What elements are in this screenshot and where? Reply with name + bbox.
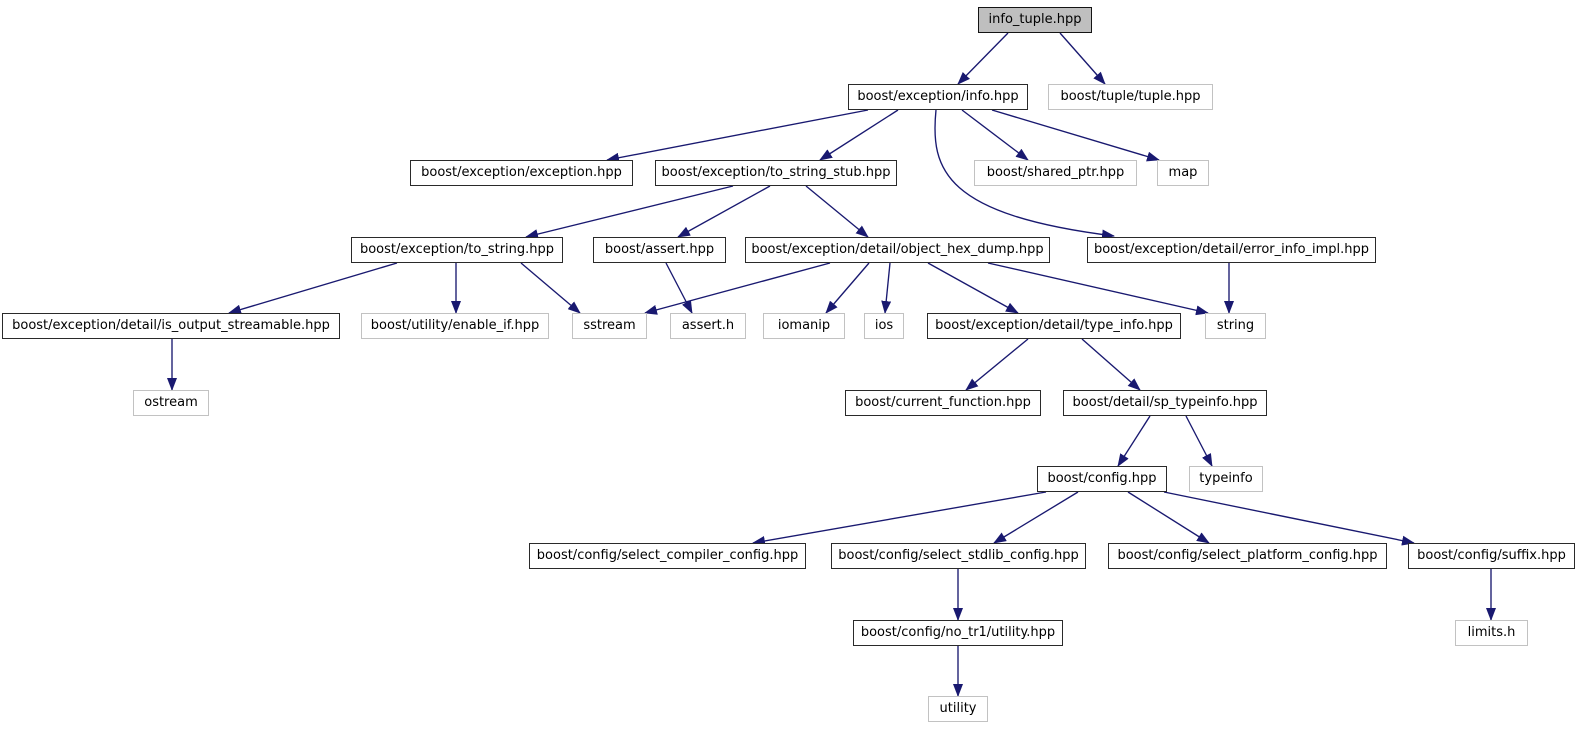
node-iomanip: [763, 313, 845, 339]
node-sp-typeinfo[interactable]: [1063, 390, 1267, 416]
node-label: string: [1216, 318, 1255, 333]
node-label: boost/exception/to_string.hpp: [359, 242, 555, 257]
edge-assert-hpp-to-assert-h: [666, 263, 692, 313]
node-label: boost/exception/to_string_stub.hpp: [661, 165, 891, 180]
node-tuple: [1048, 84, 1213, 110]
edge-config-to-select-compiler: [753, 492, 1046, 543]
edge-to-string-stub-to-to-string: [526, 186, 733, 237]
node-exception[interactable]: [410, 160, 633, 186]
node-label: boost/config/select_compiler_config.hpp: [536, 548, 799, 563]
node-is-output-streamable[interactable]: [2, 313, 340, 339]
edge-root-to-info: [958, 33, 1008, 84]
node-map: [1157, 160, 1209, 186]
edge-root-to-tuple: [1060, 33, 1105, 84]
node-label: utility: [939, 701, 977, 716]
node-string: [1205, 313, 1266, 339]
node-label: boost/current_function.hpp: [855, 395, 1031, 410]
node-to-string[interactable]: [351, 237, 563, 263]
node-label: boost/exception/detail/is_output_streamable.hpp: [12, 318, 330, 333]
node-label: ios: [874, 318, 894, 333]
node-select-stdlib[interactable]: [831, 543, 1086, 569]
node-object-hex-dump[interactable]: [745, 237, 1050, 263]
node-error-info-impl[interactable]: [1087, 237, 1376, 263]
node-assert-h: [670, 313, 746, 339]
edge-info-to-exception: [607, 110, 868, 160]
node-current-function[interactable]: [845, 390, 1041, 416]
node-label: boost/exception/exception.hpp: [421, 165, 622, 180]
node-label: ostream: [144, 395, 198, 410]
node-label: boost/shared_ptr.hpp: [986, 165, 1125, 180]
edge-to-string-stub-to-assert-hpp: [678, 186, 770, 237]
node-label: boost/exception/detail/type_info.hpp: [935, 318, 1173, 333]
node-label: limits.h: [1467, 625, 1516, 640]
node-limits-h: [1455, 620, 1528, 646]
edge-sp-typeinfo-to-typeinfo: [1186, 416, 1212, 466]
node-label: boost/exception/info.hpp: [857, 89, 1019, 104]
edge-sp-typeinfo-to-config: [1118, 416, 1150, 466]
node-label: boost/config/select_platform_config.hpp: [1117, 548, 1378, 563]
node-no-tr1-utility[interactable]: [853, 620, 1063, 646]
node-type-info[interactable]: [927, 313, 1181, 339]
node-enable-if: [361, 313, 549, 339]
node-label: typeinfo: [1199, 471, 1253, 486]
edge-to-string-to-is-output-streamable: [229, 263, 397, 313]
edge-object-hex-dump-to-string: [988, 263, 1208, 313]
edge-object-hex-dump-to-sstream: [645, 263, 830, 313]
edge-config-to-select-platform: [1128, 492, 1209, 543]
edge-object-hex-dump-to-iomanip: [826, 263, 869, 313]
edge-type-info-to-sp-typeinfo: [1082, 339, 1140, 390]
node-to-string-stub[interactable]: [655, 160, 897, 186]
node-label: boost/config/no_tr1/utility.hpp: [860, 625, 1056, 640]
node-label: boost/utility/enable_if.hpp: [370, 318, 540, 333]
edge-config-to-suffix: [1164, 492, 1414, 543]
edge-config-to-select-stdlib: [994, 492, 1078, 543]
node-shared-ptr: [974, 160, 1137, 186]
node-typeinfo: [1189, 466, 1263, 492]
node-label: info_tuple.hpp: [988, 12, 1082, 27]
node-ostream: [133, 390, 209, 416]
node-label: boost/tuple/tuple.hpp: [1060, 89, 1201, 104]
edge-to-string-to-sstream: [521, 263, 580, 313]
edge-to-string-stub-to-object-hex-dump: [806, 186, 868, 237]
node-label: boost/exception/detail/error_info_impl.hpp: [1093, 242, 1370, 257]
node-select-compiler[interactable]: [529, 543, 806, 569]
node-utility: [928, 696, 988, 722]
node-root: [978, 7, 1092, 33]
edge-object-hex-dump-to-type-info: [928, 263, 1018, 313]
node-label: boost/exception/detail/object_hex_dump.hpp: [751, 242, 1044, 257]
node-label: boost/assert.hpp: [604, 242, 715, 257]
node-label: boost/config/suffix.hpp: [1417, 548, 1566, 563]
edge-type-info-to-current-function: [966, 339, 1028, 390]
node-suffix[interactable]: [1408, 543, 1575, 569]
node-config[interactable]: [1037, 466, 1167, 492]
node-label: sstream: [583, 318, 636, 333]
node-label: assert.h: [681, 318, 735, 333]
node-select-platform[interactable]: [1108, 543, 1387, 569]
node-info[interactable]: [848, 84, 1028, 110]
node-label: boost/config/select_stdlib_config.hpp: [838, 548, 1079, 563]
node-label: map: [1168, 165, 1198, 180]
node-sstream: [572, 313, 647, 339]
node-label: boost/config.hpp: [1047, 471, 1157, 486]
node-label: iomanip: [777, 318, 831, 333]
node-assert-hpp[interactable]: [593, 237, 726, 263]
edge-object-hex-dump-to-ios: [885, 263, 890, 313]
node-ios: [864, 313, 904, 339]
node-label: boost/detail/sp_typeinfo.hpp: [1072, 395, 1258, 410]
